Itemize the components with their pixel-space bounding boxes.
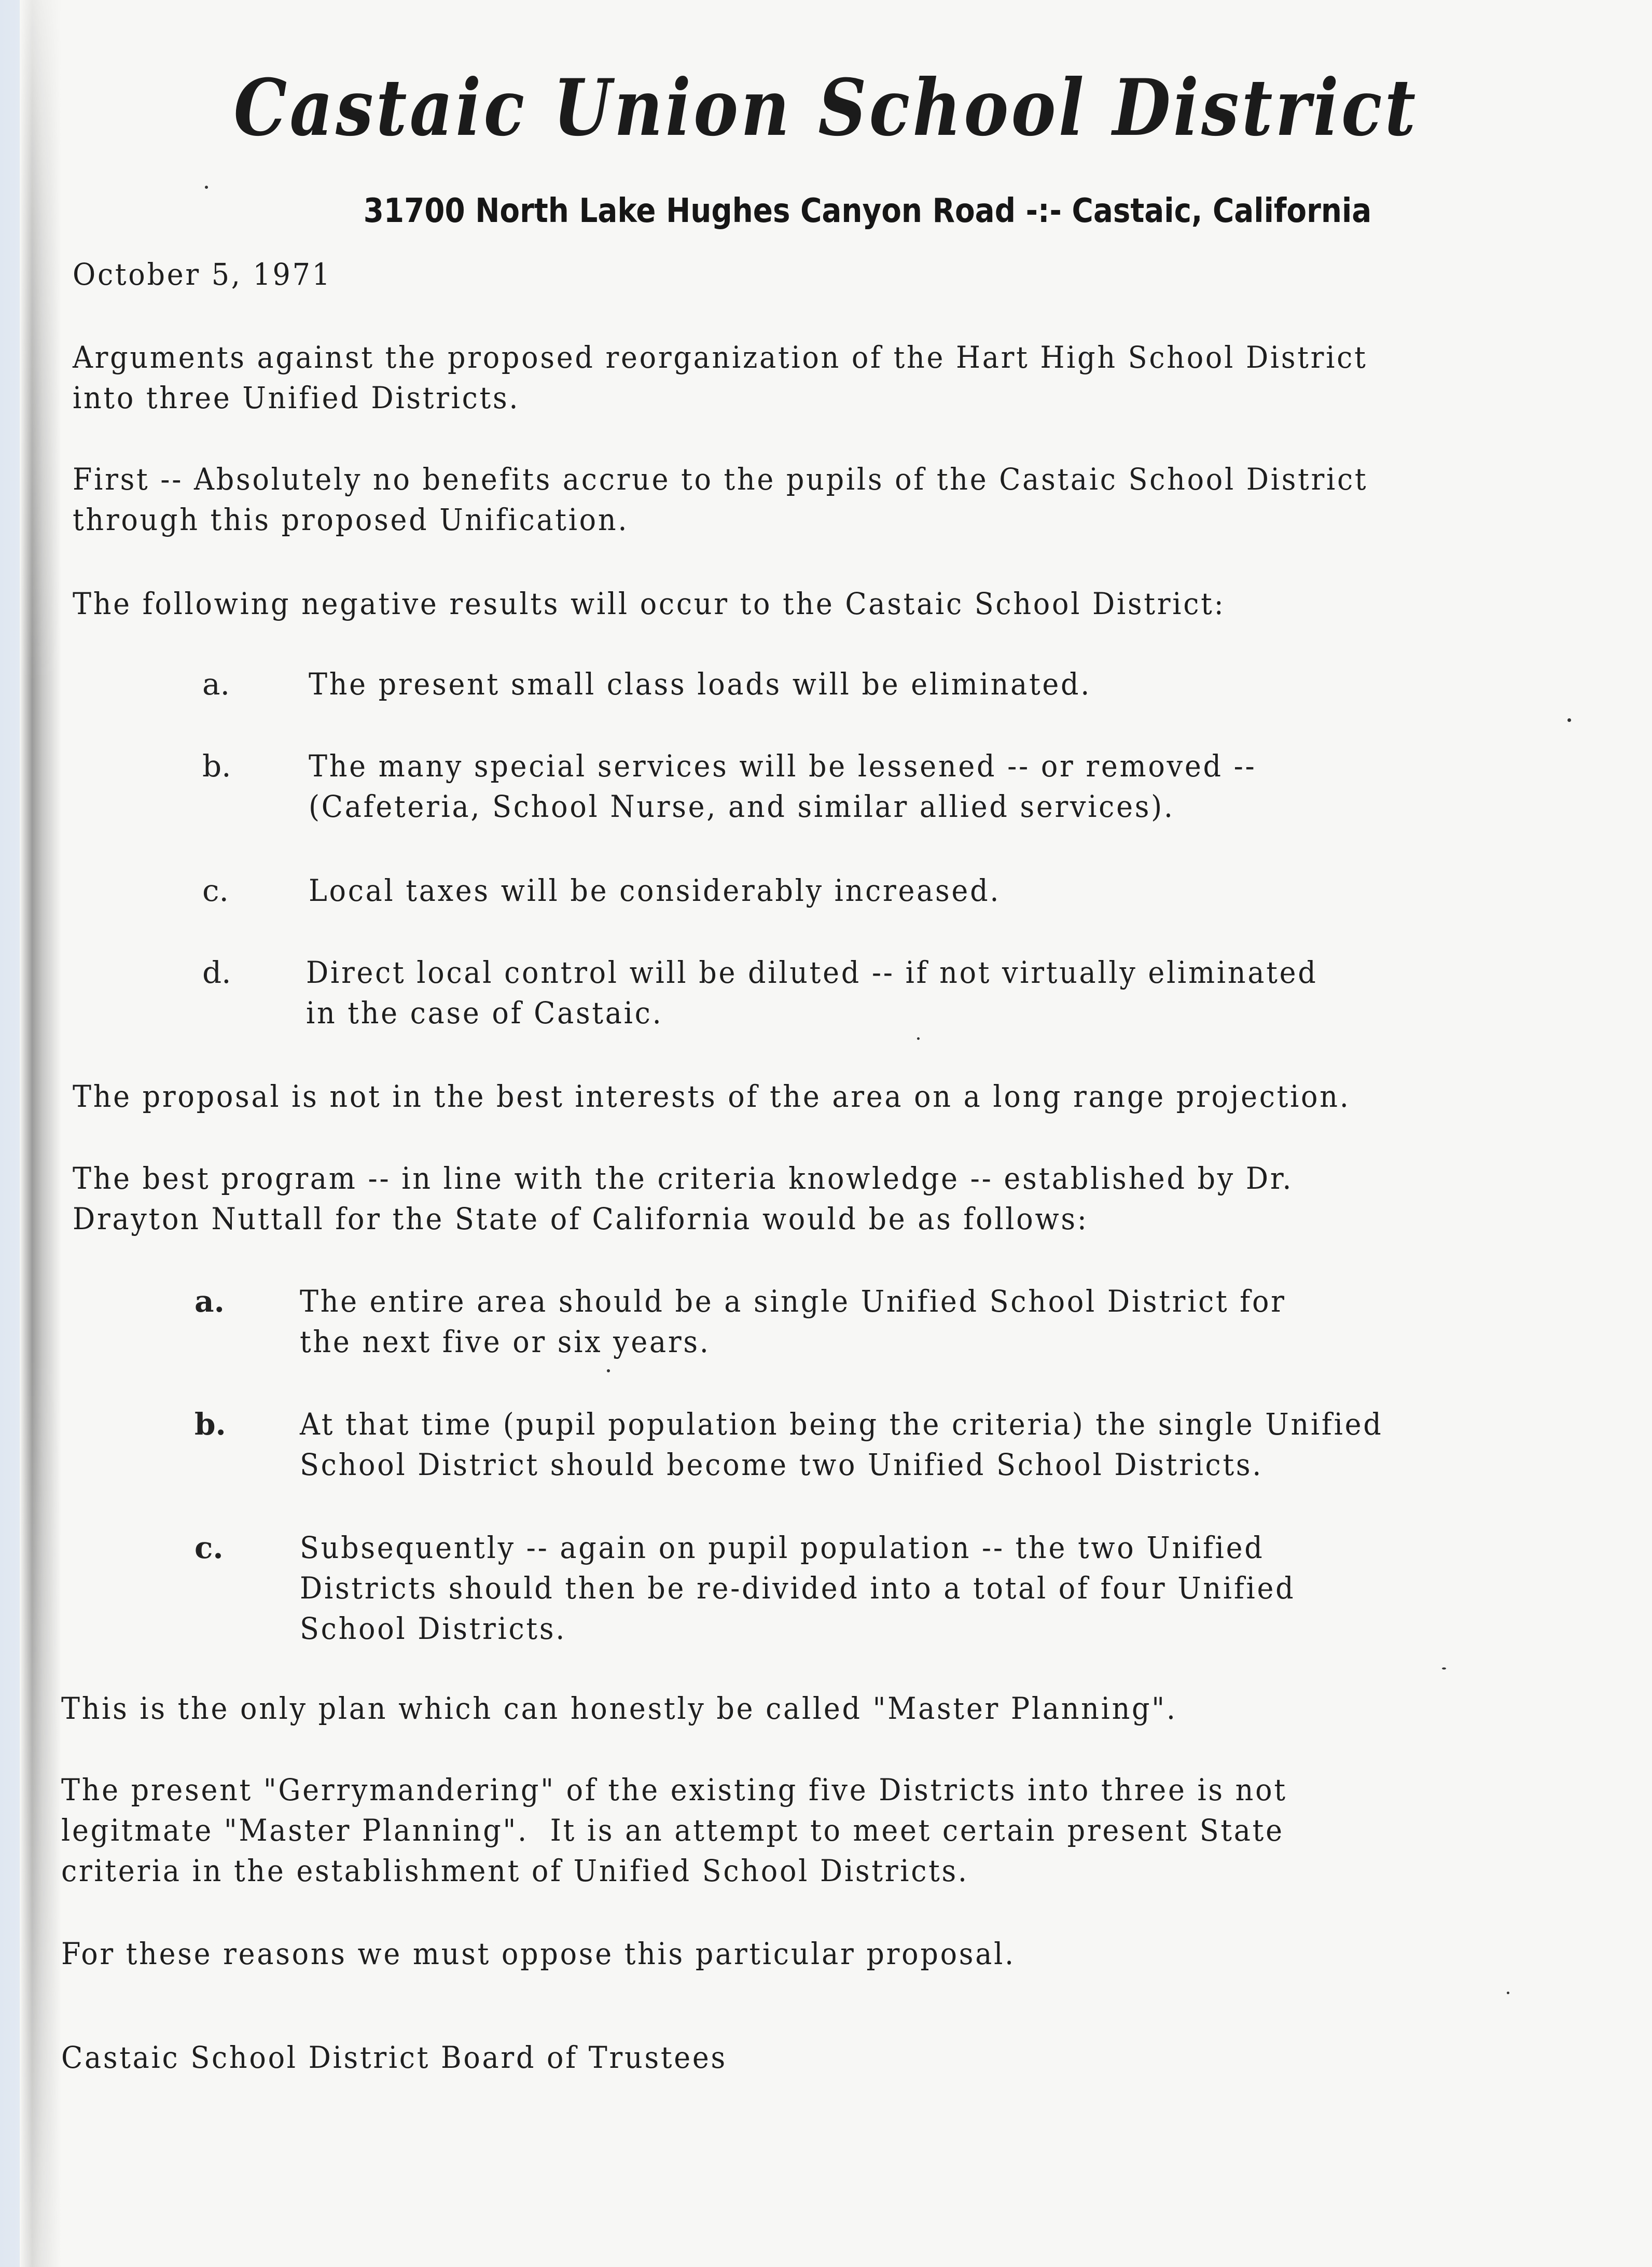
list-marker: d.: [202, 955, 231, 990]
list-item-text: Subsequently -- again on pupil population -- the two Unified Districts should then be re-divided into a total of four Unified School Districts.: [300, 1530, 1296, 1646]
paper-speck: [607, 1369, 610, 1372]
conclusion-statement: For these reasons we must oppose this particular proposal.: [61, 1936, 1016, 1971]
list-marker: b.: [202, 748, 231, 784]
list-marker: b.: [195, 1407, 226, 1442]
first-point-paragraph: First -- Absolutely no benefits accrue to the pupils of the Castaic School District through this proposed Unification.: [73, 462, 1368, 537]
list-item-text: Direct local control will be diluted -- if not virtually eliminated in the case of Castaic.: [306, 955, 1318, 1031]
list-item-text: At that time (pupil population being the criteria) the single Unified School District should become two Unified School Districts.: [300, 1407, 1383, 1482]
list-item-text: Local taxes will be considerably increased.: [309, 873, 1001, 908]
intro-paragraph: Arguments against the proposed reorganization of the Hart High School District into three Unified Districts.: [73, 340, 1368, 415]
copier-edge-smudge: [20, 0, 61, 2267]
master-planning-statement: This is the only plan which can honestly be called "Master Planning".: [61, 1691, 1177, 1726]
list-item-text: The many special services will be lessened -- or removed -- (Cafeteria, School Nurse, and similar allied services).: [309, 748, 1257, 824]
paper-speck: [917, 1037, 920, 1040]
list-marker: c.: [195, 1530, 224, 1565]
list-marker: a.: [195, 1284, 225, 1319]
paper-speck: [1507, 1992, 1509, 1994]
best-program-heading: The best program -- in line with the criteria knowledge -- established by Dr. Drayton Nuttall for the State of California would be as follows:: [73, 1161, 1294, 1236]
paper-speck: [205, 186, 208, 189]
list-marker: a.: [202, 666, 230, 702]
letterhead-address: 31700 North Lake Hughes Canyon Road -:- Castaic, California: [363, 192, 1372, 230]
letterhead-title: Castaic Union School District: [233, 62, 1419, 154]
list-item-text: The entire area should be a single Unified School District for the next five or six years.: [300, 1284, 1286, 1359]
paper-speck: [1567, 718, 1571, 722]
list-marker: c.: [202, 873, 229, 908]
long-range-statement: The proposal is not in the best interests of the area on a long range projection.: [73, 1079, 1351, 1114]
letter-date: October 5, 1971: [73, 257, 332, 292]
gerrymandering-paragraph: The present "Gerrymandering" of the existing five Districts into three is not legitmate "Master Planning". It is an attempt to meet certain present State criteria in the establishment of Unified School Districts.: [61, 1772, 1287, 1888]
paper-speck: [1442, 1667, 1446, 1670]
signature-line: Castaic School District Board of Trustees: [61, 2040, 727, 2075]
negative-results-heading: The following negative results will occur to the Castaic School District:: [73, 586, 1226, 621]
list-item-text: The present small class loads will be eliminated.: [309, 666, 1092, 702]
